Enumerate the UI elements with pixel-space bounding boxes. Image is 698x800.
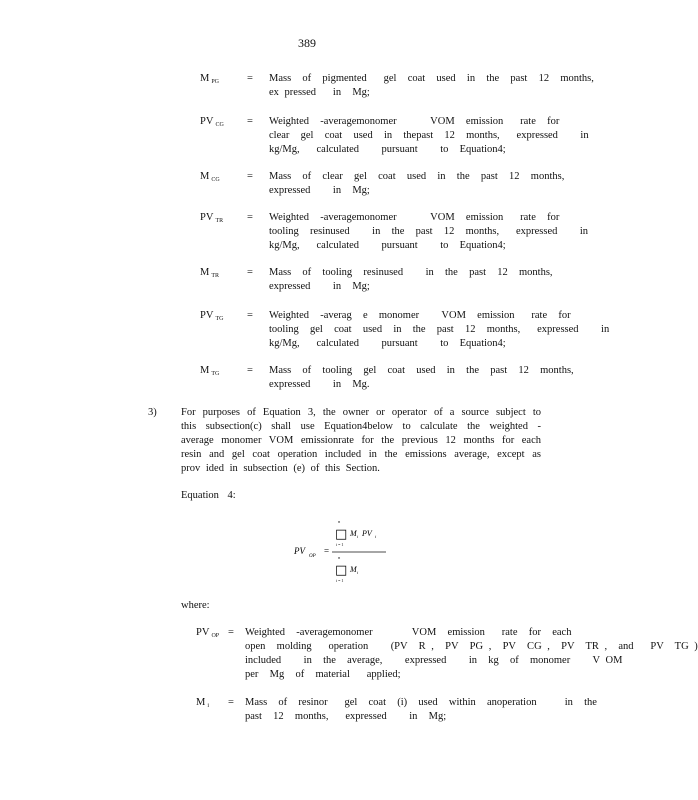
definition-symbol: M $_{TR}$ bbox=[200, 267, 220, 279]
definition-line: Mass of tooling resinused in the past 12 months, bbox=[269, 267, 553, 278]
formula-lhs: PV bbox=[294, 546, 305, 556]
definition-line: tooling resinused in the past 12 months, expressed in bbox=[269, 226, 589, 237]
definition-line: past 12 months, expressed in Mg; bbox=[245, 711, 447, 722]
definition-equals: = bbox=[247, 73, 253, 84]
definition-description bbox=[269, 115, 589, 157]
definition-symbol: PV $_{CG}$ bbox=[200, 116, 224, 128]
definition-description bbox=[269, 364, 574, 392]
definition-symbol: PV $_{TR}$ bbox=[200, 212, 224, 224]
definition-line: tooling gel coat used in the past 12 months, expressed in bbox=[269, 324, 610, 335]
definition-symbol: M $_{TG}$ bbox=[200, 365, 220, 377]
definition-description bbox=[245, 696, 597, 724]
definition-description bbox=[269, 170, 564, 198]
definition-line: Mass of clear gel coat used in the past 12 months, bbox=[269, 171, 565, 182]
definition-equals: = bbox=[228, 627, 234, 638]
list-item-number: 3) bbox=[148, 407, 157, 418]
formula-num-upper-limit: n bbox=[338, 519, 341, 524]
formula-den-upper-limit: n bbox=[338, 555, 341, 560]
formula-den-lower-limit: i = 1 bbox=[336, 578, 344, 583]
formula-num-lower-limit: i = 1 bbox=[336, 542, 344, 547]
definition-line: kg/Mg, calculated pursuant to Equation4; bbox=[269, 338, 506, 349]
formula-lhs-sub: OP bbox=[309, 554, 316, 559]
definition-line: kg/Mg, calculated pursuant to Equation4; bbox=[269, 240, 506, 251]
formula-den-sum-symbol: □ bbox=[335, 563, 348, 578]
definition-line: ex pressed in Mg; bbox=[269, 87, 370, 98]
definition-line: Weighted -averag e monomer VOM emission rate for bbox=[269, 310, 571, 321]
page-number: 389 bbox=[298, 36, 316, 50]
definition-line: clear gel coat used in thepast 12 months, expressed in bbox=[269, 130, 589, 141]
definition-line: Mass of pigmented gel coat used in the past 12 months, bbox=[269, 73, 594, 84]
definition-line: Mass of resinor gel coat (i) used within anoperation in the bbox=[245, 697, 597, 708]
formula-num-pv: PV bbox=[362, 529, 372, 538]
definition-description bbox=[269, 211, 588, 253]
formula-den-m-sub: i bbox=[357, 570, 359, 575]
definition-description bbox=[269, 72, 594, 100]
definition-line: expressed in Mg; bbox=[269, 281, 370, 292]
formula-num-pv-sub: i bbox=[375, 534, 377, 539]
definition-line: per Mg of material applied; bbox=[245, 669, 401, 680]
definition-symbol: PV $_{TG}$ bbox=[200, 310, 224, 322]
formula-den-m: M bbox=[350, 565, 357, 574]
definition-symbol: PV $_{OP}$ bbox=[196, 627, 220, 639]
where-label: where: bbox=[181, 600, 210, 611]
definition-line: Mass of tooling gel coat used in the past 12 months, bbox=[269, 365, 574, 376]
definition-description bbox=[269, 266, 553, 294]
definition-line: kg/Mg, calculated pursuant to Equation4; bbox=[269, 144, 506, 155]
definition-equals: = bbox=[247, 116, 253, 127]
definition-description bbox=[269, 309, 609, 351]
definition-line: Weighted -averagemonomer VOM emission rate for each bbox=[245, 627, 572, 638]
definition-symbol: M $_{CG}$ bbox=[200, 171, 220, 183]
formula-equals: = bbox=[324, 546, 330, 556]
formula-num-m-sub: i bbox=[357, 534, 359, 539]
definition-symbol: M $_{PG}$ bbox=[200, 73, 220, 85]
definition-equals: = bbox=[228, 697, 234, 708]
definition-symbol: M $_i$ bbox=[196, 697, 210, 709]
definition-line: open molding operation (PV R , PV PG , PV CG , PV TR , and PV TG ) bbox=[245, 641, 698, 652]
definition-equals: = bbox=[247, 212, 253, 223]
formula-num-sum-symbol: □ bbox=[335, 527, 348, 542]
definition-line: expressed in Mg. bbox=[269, 379, 370, 390]
definition-equals: = bbox=[247, 267, 253, 278]
definition-line: Weighted -averagemonomer VOM emission rate for bbox=[269, 116, 560, 127]
definition-line: included in the average, expressed in kg of monomer V OM bbox=[245, 655, 623, 666]
definition-description bbox=[245, 626, 698, 682]
list-item-text: For purposes of Equation 3, the owner or operator of a source subject to this subsection(c) shall use Equation4below to calculate the weighted - average monomer VOM emissionrate for the previous 12 months for each resin and gel coat operation included in the emissions average, except as prov ided in subsection (e) of this Section. bbox=[181, 407, 541, 474]
equation-4-formula bbox=[292, 516, 402, 586]
definition-line: Weighted -averagemonomer VOM emission rate for bbox=[269, 212, 560, 223]
definition-equals: = bbox=[247, 365, 253, 376]
definition-equals: = bbox=[247, 310, 253, 321]
equation-label: Equation 4: bbox=[181, 490, 236, 501]
formula-num-m: M bbox=[350, 529, 357, 538]
definition-equals: = bbox=[247, 171, 253, 182]
definition-line: expressed in Mg; bbox=[269, 185, 370, 196]
